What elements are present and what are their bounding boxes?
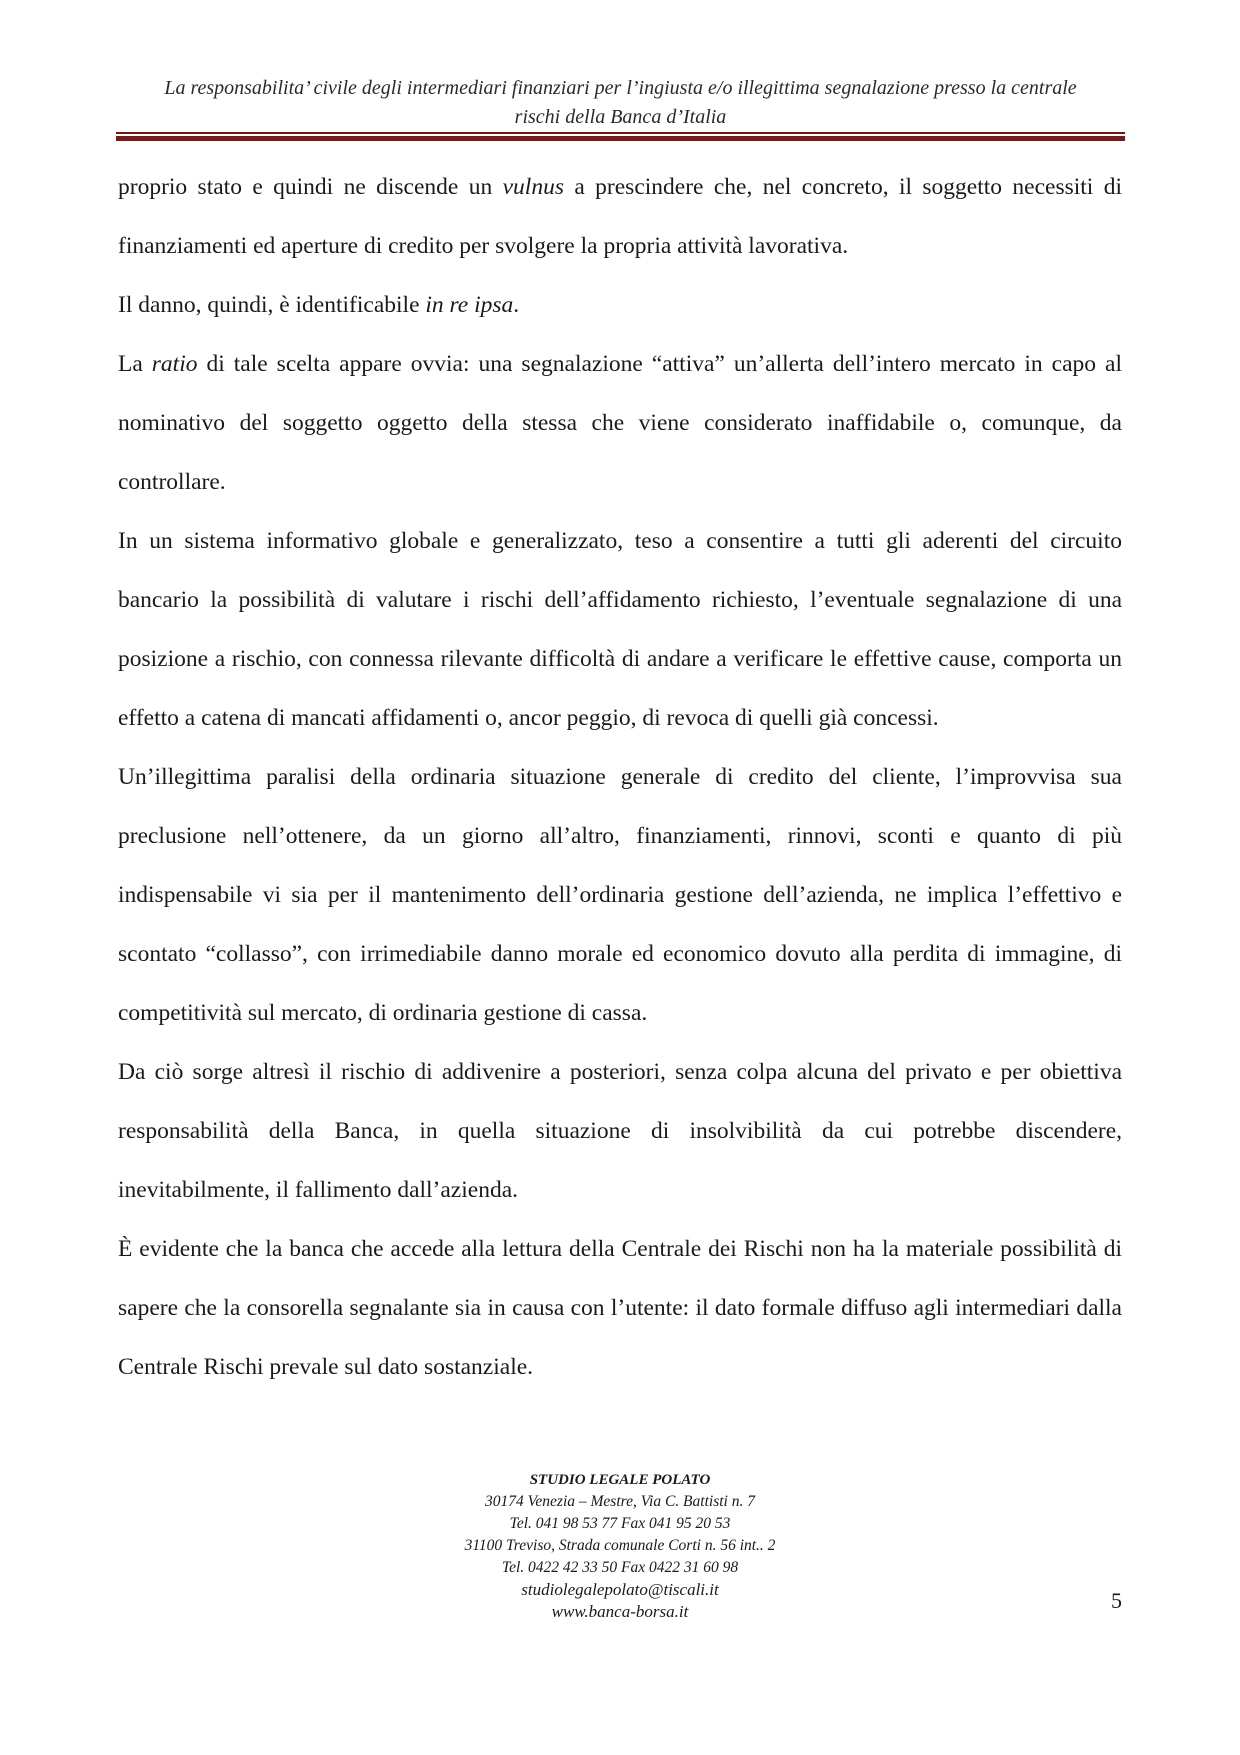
italic-term-ratio: ratio bbox=[151, 351, 198, 377]
paragraph-2: Il danno, quindi, è identificabile in re ipsa. bbox=[118, 292, 520, 318]
footer-studio-name: STUDIO LEGALE POLATO bbox=[529, 1472, 711, 1488]
body-text bbox=[118, 158, 1122, 1397]
footer-website: www.banca-borsa.it bbox=[551, 1602, 689, 1621]
header-rule-thin bbox=[116, 132, 1125, 134]
header-rule-thick bbox=[116, 136, 1125, 141]
paragraph-3: La ratio di tale scelta appare ovvia: una segnalazione “attiva” un’allerta dell’intero mercato in capo al nominativo del soggetto oggetto della stessa che viene considerato inaffidabile o, comunque, da controllare. bbox=[118, 351, 1122, 495]
italic-term-vulnus: vulnus bbox=[502, 174, 564, 200]
footer-address-venezia: 30174 Venezia – Mestre, Via C. Battisti n. 7 bbox=[485, 1493, 755, 1510]
footer-address-treviso: 31100 Treviso, Strada comunale Corti n. 56 int.. 2 bbox=[464, 1537, 776, 1554]
running-header bbox=[118, 74, 1123, 132]
paragraph-4: In un sistema informativo globale e generalizzato, teso a consentire a tutti gli aderenti del circuito bancario la possibilità di valutare i rischi dell’affidamento richiesto, l’eventuale segnalazione di una posizione a rischio, con connessa rilevante difficoltà di andare a verificare le effettive cause, comporta un effetto a catena di mancati affidamenti o, ancor peggio, di revoca di quelli già concessi. bbox=[118, 528, 1122, 731]
footer bbox=[370, 1469, 870, 1623]
paragraph-7: È evidente che la banca che accede alla lettura della Centrale dei Rischi non ha la materiale possibilità di sapere che la consorella segnalante sia in causa con l’utente: il dato formale diffuso agli intermediari dalla Centrale Rischi prevale sul dato sostanziale. bbox=[118, 1236, 1122, 1380]
footer-email: studiolegalepolato@tiscali.it bbox=[521, 1580, 719, 1599]
paragraph-5: Un’illegittima paralisi della ordinaria situazione generale di credito del cliente, l’improvvisa sua preclusione nell’ottenere, da un giorno all’altro, finanziamenti, rinnovi, sconti e quanto di più indispensabile vi sia per il mantenimento dell’ordinaria gestione dell’azienda, ne implica l’effettivo e scontato “collasso”, con irrimediabile danno morale ed economico dovuto alla perdita di immagine, di competitività sul mercato, di ordinaria gestione di cassa. bbox=[118, 764, 1122, 1026]
paragraph-1: proprio stato e quindi ne discende un vulnus a prescindere che, nel concreto, il soggetto necessiti di finanziamenti ed aperture di credito per svolgere la propria attività lavorativa. bbox=[118, 174, 1122, 259]
header-title-line-2: rischi della Banca d’Italia bbox=[514, 106, 727, 128]
footer-phone-venezia: Tel. 041 98 53 77 Fax 041 95 20 53 bbox=[509, 1515, 731, 1532]
footer-phone-treviso: Tel. 0422 42 33 50 Fax 0422 31 60 98 bbox=[501, 1559, 739, 1576]
paragraph-6: Da ciò sorge altresì il rischio di addivenire a posteriori, senza colpa alcuna del privato e per obiettiva responsabilità della Banca, in quella situazione di insolvibilità da cui potrebbe discendere, inevitabilmente, il fallimento dall’azienda. bbox=[118, 1059, 1122, 1203]
header-title-line-1: La responsabilita’ civile degli intermediari finanziari per l’ingiusta e/o illegittima segnalazione presso la centrale bbox=[164, 77, 1077, 99]
italic-term-in-re-ipsa: in re ipsa bbox=[425, 292, 514, 318]
page-number: 5 bbox=[1111, 1588, 1122, 1613]
